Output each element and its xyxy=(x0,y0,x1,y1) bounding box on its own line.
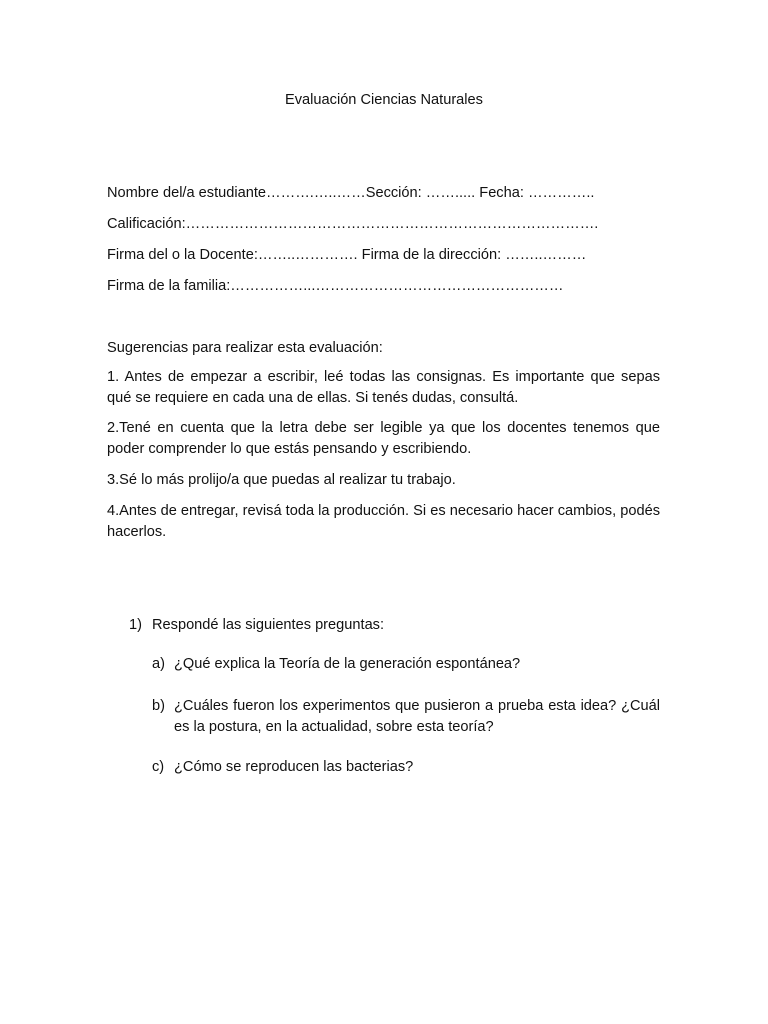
sub-question-letter: c) xyxy=(152,759,165,775)
sub-question-letter: a) xyxy=(152,656,165,672)
suggestion-item-3: 3.Sé lo más prolijo/a que puedas al realizar tu trabajo. xyxy=(107,472,456,488)
sub-question-text: ¿Cuáles fueron los experimentos que pusieron a prueba esta idea? ¿Cuál es la postura, en la actualidad, sobre esta teoría? xyxy=(174,698,660,735)
family-signature-field: Firma de la familia:……………...…………………………………………… xyxy=(107,278,564,294)
sub-question-text: ¿Qué explica la Teoría de la generación espontánea? xyxy=(174,656,521,672)
sub-question-c xyxy=(152,757,660,778)
suggestions-heading: Sugerencias para realizar esta evaluación: xyxy=(107,340,383,356)
suggestion-item-4: 4.Antes de entregar, revisá toda la producción. Si es necesario hacer cambios, podés hacerlos. xyxy=(107,503,660,540)
document-title: Evaluación Ciencias Naturales xyxy=(285,92,483,108)
sub-question-text: ¿Cómo se reproducen las bacterias? xyxy=(174,759,414,775)
teacher-signature-field: Firma del o la Docente:……..…………. Firma de la dirección: ……..……… xyxy=(107,247,587,263)
sub-question-b xyxy=(152,696,660,737)
student-name-field: Nombre del/a estudiante……….…..……Sección: ……..... Fecha: ………….. xyxy=(107,185,595,201)
question-number: 1) xyxy=(129,617,142,633)
suggestion-item-2: 2.Tené en cuenta que la letra debe ser legible ya que los docentes tenemos que poder comprender lo que estás pensando y escribiendo. xyxy=(107,420,660,457)
grade-field: Calificación:…………………………………………………………………………. xyxy=(107,216,599,232)
suggestion-item-1: 1. Antes de empezar a escribir, leé todas las consignas. Es importante que sepas qué se requiere en cada una de ellas. Si tenés dudas, consultá. xyxy=(107,369,660,406)
question-1 xyxy=(129,616,660,634)
sub-question-a xyxy=(152,654,660,675)
sub-question-letter: b) xyxy=(152,698,165,714)
question-prompt: Respondé las siguientes preguntas: xyxy=(152,617,385,633)
